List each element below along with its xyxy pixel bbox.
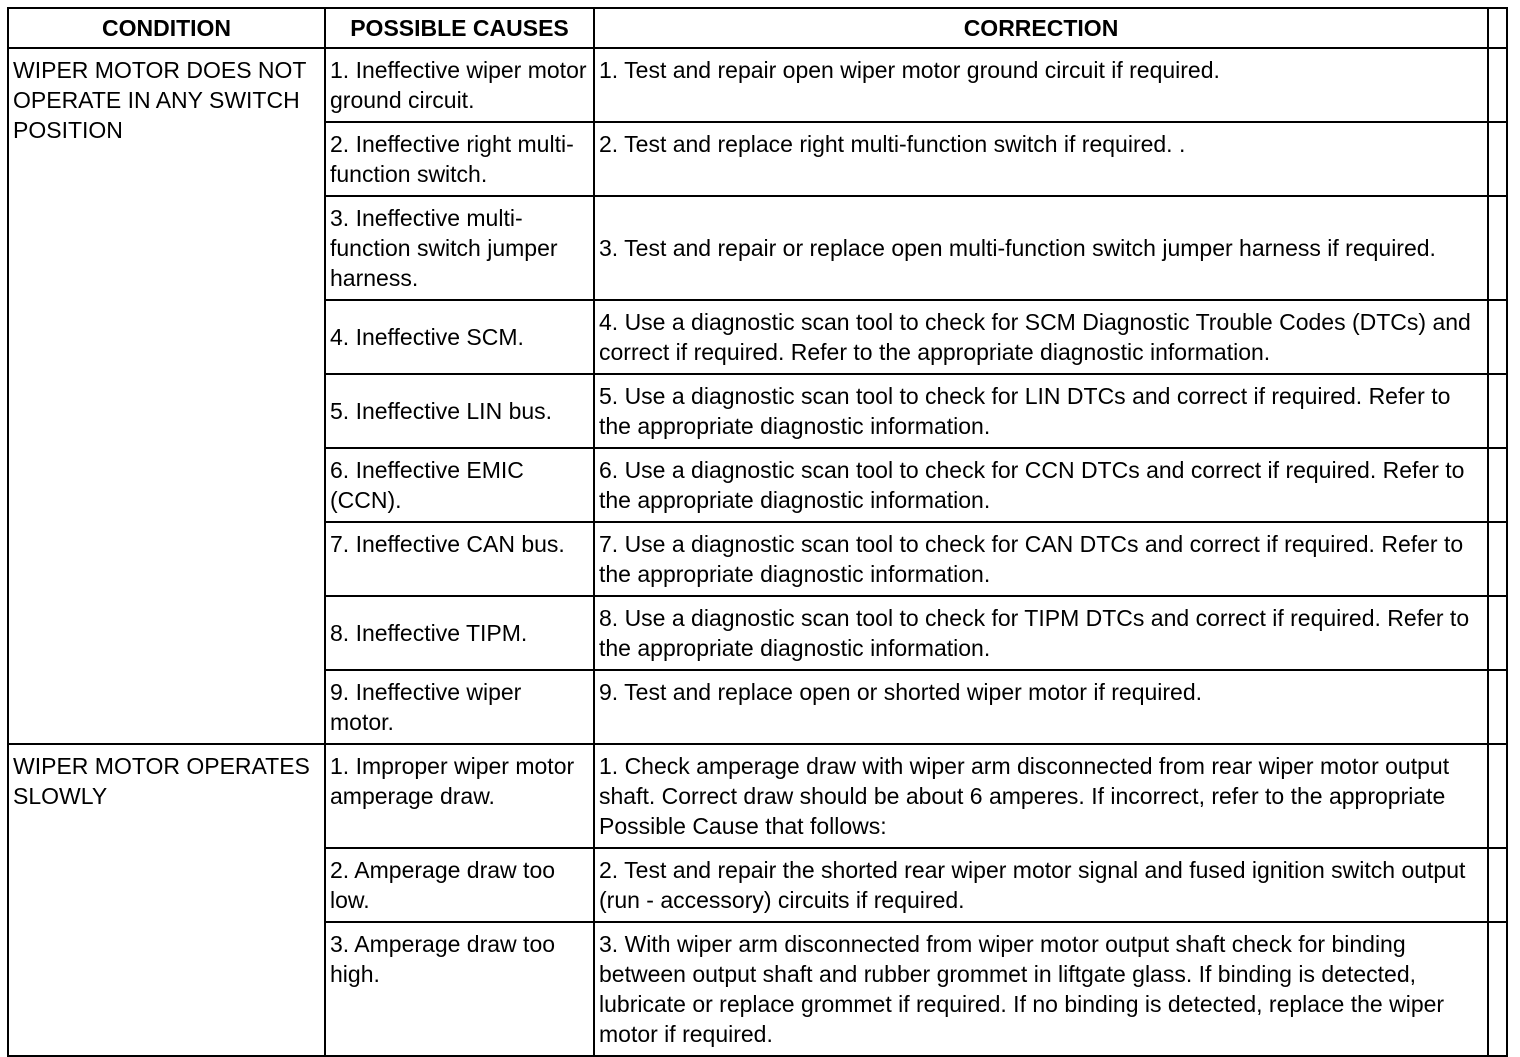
cause-cell: 2. Amperage draw too low. xyxy=(325,848,594,922)
header-possible-causes: POSSIBLE CAUSES xyxy=(325,8,594,48)
correction-cell: 3. With wiper arm disconnected from wiper motor output shaft check for binding between output shaft and rubber grommet in liftgate glass. If binding is detected, lubricate or replace grommet if required. If no binding is detected, replace the wiper motor if required. xyxy=(594,922,1488,1056)
header-spacer xyxy=(1488,8,1507,48)
correction-cell: 9. Test and replace open or shorted wiper motor if required. xyxy=(594,670,1488,744)
header-correction: CORRECTION xyxy=(594,8,1488,48)
correction-cell: 6. Use a diagnostic scan tool to check for CCN DTCs and correct if required. Refer to the appropriate diagnostic information. xyxy=(594,448,1488,522)
correction-cell: 1. Check amperage draw with wiper arm disconnected from rear wiper motor output shaft. Correct draw should be about 6 amperes. If incorrect, refer to the appropriate Possible Cause that follows: xyxy=(594,744,1488,848)
cause-cell: 3. Amperage draw too high. xyxy=(325,922,594,1056)
correction-cell: 3. Test and repair or replace open multi-function switch jumper harness if required. xyxy=(594,196,1488,300)
correction-cell: 5. Use a diagnostic scan tool to check for LIN DTCs and correct if required. Refer to the appropriate diagnostic information. xyxy=(594,374,1488,448)
correction-cell: 8. Use a diagnostic scan tool to check for TIPM DTCs and correct if required. Refer to the appropriate diagnostic information. xyxy=(594,596,1488,670)
correction-cell: 7. Use a diagnostic scan tool to check for CAN DTCs and correct if required. Refer to the appropriate diagnostic information. xyxy=(594,522,1488,596)
cause-cell: 5. Ineffective LIN bus. xyxy=(325,374,594,448)
cause-cell: 3. Ineffective multi-function switch jumper harness. xyxy=(325,196,594,300)
condition-cell: WIPER MOTOR OPERATES SLOWLY xyxy=(8,744,325,1056)
cause-cell: 2. Ineffective right multi-function switch. xyxy=(325,122,594,196)
correction-cell: 2. Test and repair the shorted rear wiper motor signal and fused ignition switch output (run - accessory) circuits if required. xyxy=(594,848,1488,922)
correction-cell: 4. Use a diagnostic scan tool to check for SCM Diagnostic Trouble Codes (DTCs) and correct if required. Refer to the appropriate diagnostic information. xyxy=(594,300,1488,374)
cause-cell: 7. Ineffective CAN bus. xyxy=(325,522,594,596)
cause-cell: 8. Ineffective TIPM. xyxy=(325,596,594,670)
correction-cell: 2. Test and replace right multi-function switch if required. . xyxy=(594,122,1488,196)
cause-cell: 9. Ineffective wiper motor. xyxy=(325,670,594,744)
condition-cell: WIPER MOTOR DOES NOT OPERATE IN ANY SWITCH POSITION xyxy=(8,48,325,744)
cause-cell: 6. Ineffective EMIC (CCN). xyxy=(325,448,594,522)
cause-cell: 1. Ineffective wiper motor ground circuit. xyxy=(325,48,594,122)
diagnosis-table xyxy=(7,7,1508,1057)
correction-cell: 1. Test and repair open wiper motor ground circuit if required. xyxy=(594,48,1488,122)
header-condition: CONDITION xyxy=(8,8,325,48)
cause-cell: 4. Ineffective SCM. xyxy=(325,300,594,374)
cause-cell: 1. Improper wiper motor amperage draw. xyxy=(325,744,594,848)
